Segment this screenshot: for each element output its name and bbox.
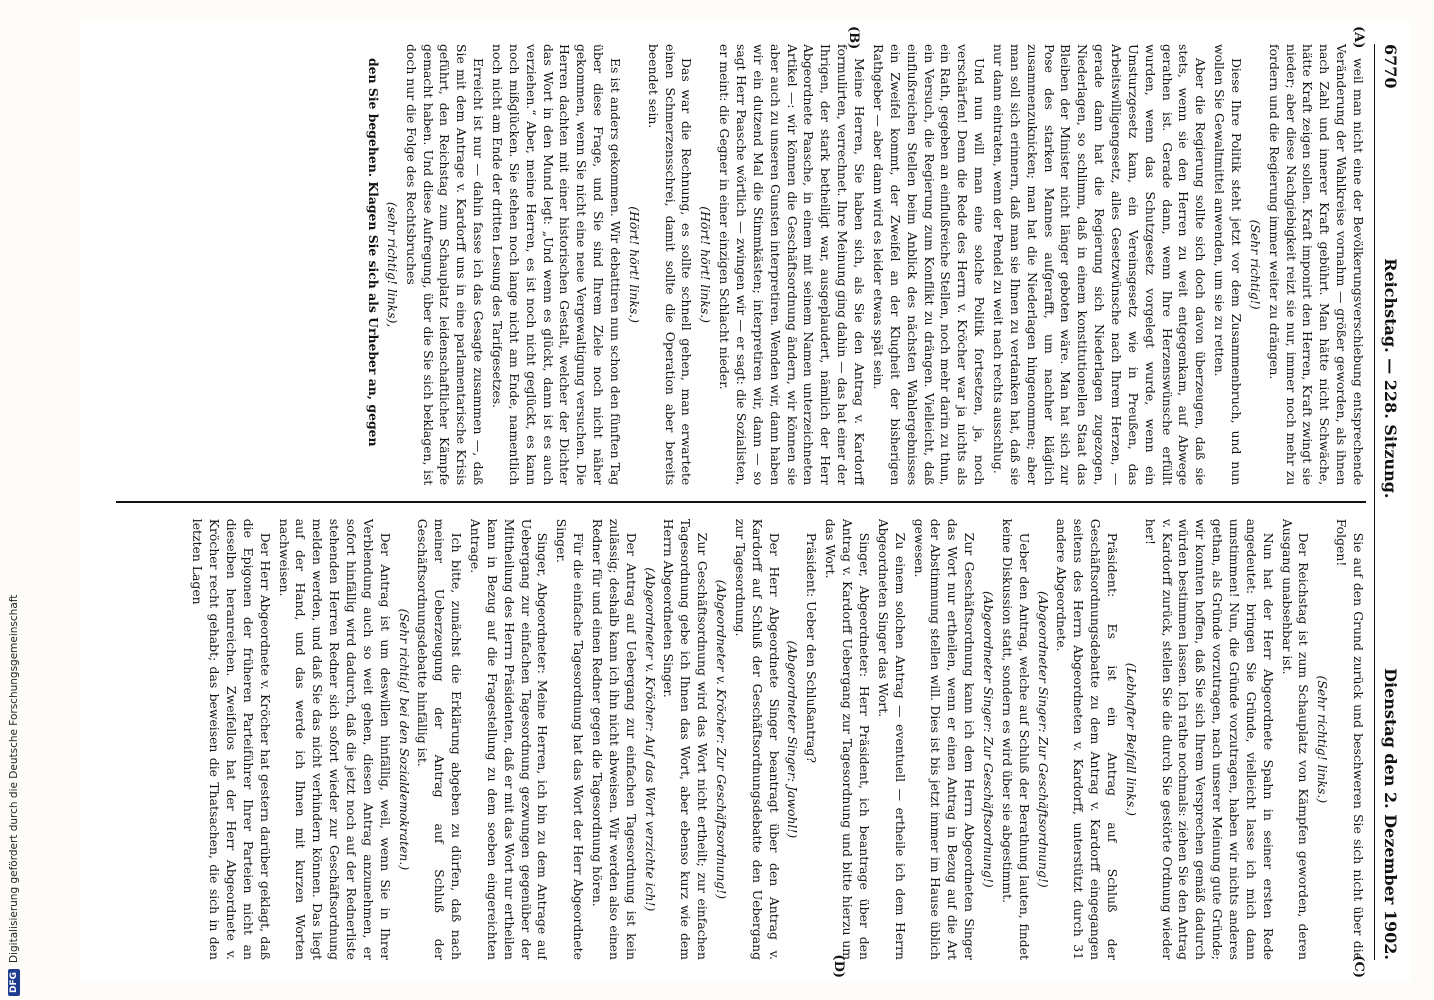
paragraph: (Abgeordneter Singer: Zur Geschäftsordnung!)	[980, 590, 996, 888]
margin-letter-d: (D)	[831, 954, 846, 978]
paragraph: Singer, Abgeordneter: Meine Herren, ich bin zu dem Antrage auf Uebergang zur einfachen Tagesordnung gezwungen gegenüber der Mittheilung des Herrn Präsidenten, daß er mit das Wort nur ertheilen kann in Bezug auf die Fragestellung zu dem soeben eingereichten Antrage.	[468, 518, 551, 960]
page-content	[80, 22, 1410, 982]
column-divider	[116, 501, 1366, 503]
page-number: 6770	[1381, 44, 1400, 89]
paragraph: Diese Ihre Politik steht jetzt vor dem Zusammenbruch, und nun wollen Sie Gewaltmittel anwenden, um sie zu retten.	[1212, 44, 1244, 486]
paragraph: (Abgeordneter Singer: Jawohl!)	[785, 640, 801, 839]
margin-letter-c: (C)	[1351, 955, 1366, 978]
paragraph: (sehr richtig! links),	[384, 201, 400, 328]
scanned-page	[80, 22, 1410, 982]
paragraph: Präsident: Ueber den Schlußantrag?	[804, 532, 820, 763]
paragraph: Es ist anders gekommen. Wir debattiren nun schon den fünften Tag über diese Frage, und Sie sind Ihrem Ziele noch nicht näher gekommen, wenn Sie nicht eine neue Vergewaltigung versuchen. Die Herren dachten mit einer historischen Gestalt, welcher der Dichter das Wort in den Mund legt: „Und wenn es glückt, dann ist es auch verziehen.“ Aber, meine Herren, es ist noch nicht geglückt, es kann noch mißglücken. Sie stehen noch lange nicht am Ende, namentlich noch nicht am Ende der dritten Lesung des Tarifgesetzes.	[490, 44, 624, 486]
paragraph: Zur Geschäftsordnung wird das Wort nicht ertheilt; zur einfachen Tagesordnung gebe ich Ihnen das Wort, aber ebenso kurz wie dem Herrn Abgeordneten Singer.	[661, 518, 711, 960]
paragraph: Singer, Abgeordneter: Herr Präsident, ich beantrage über den Antrag v. Kardorff Uebergang zur Tagesordnung und bitte hierzu um das Wort.	[823, 518, 872, 960]
paragraph: (Lebhafter Beifall links.)	[1123, 662, 1139, 816]
paragraph: (Sehr richtig! bei den Sozialdemokraten.)	[396, 608, 412, 871]
left-column	[116, 44, 1366, 485]
paragraph: Zu einem solchen Antrag — eventuell — ertheile ich dem Herrn Abgeordneten Singer das Wort.	[875, 518, 908, 960]
paragraph: Erreicht ist nur — dahin fasse ich das Gesagte zusammen —, daß Sie mit dem Antrage v. Kardorff uns in eine parlamentarische Krisis geführt, den Reichstag zum Schauplatz leidenschaftlicher Kämpfe gemacht haben. Und diese Aufregung, über die Sie sich beklagen, ist doch nur die Folge des Rechtsbruches	[403, 44, 487, 486]
paragraph: (Sehr richtig! links.)	[1315, 675, 1331, 804]
page-header	[1374, 44, 1400, 960]
margin-letter-a: (A)	[1351, 26, 1366, 49]
paragraph: Der Reichstag ist zum Schauplatz von Kämpfen geworden, deren Ausgang unabsehbar ist.	[1279, 518, 1312, 960]
paragraph: Zur Geschäftsordnung kann ich dem Herrn Abgeordneten Singer das Wort nur ertheilen, wenn er einen Antrag in Bezug auf die Art der Abstimmung stellen will. Dies ist bis jetzt immer im Hause üblich gewesen.	[911, 518, 978, 960]
paragraph: den Sie begehen. Klagen Sie sich als Urheber an, gegen	[366, 58, 382, 447]
session-date: Dienstag den 2. Dezember 1902.	[1381, 668, 1400, 960]
paragraph: (Abgeordneter Singer: Zur Geschäftsordnung!)	[1035, 590, 1051, 888]
paragraph: Der Herr Abgeordnete v. Kröcher hat gestern darüber geklagt, daß die Epigonen der früheren Parteiführer Ihrer Parteien nicht an dieselben heranreichen. Zweifellos hat der Herr Abgeordnete v. Kröcher recht gehabt; das beweisen die Thatsachen, die sich in den letzten Lagen	[190, 518, 273, 960]
right-column	[116, 519, 1366, 960]
paragraph: Aber die Regierung sollte sich doch davon überzeugen, daß sie stets, wenn sie den Herren zu weit entgegenkam, auf Abwege gerathen ist. Gerade dann, wenn Ihre Herzenswünsche erfüllt wurden, wenn das Schutzgesetz vorgelegt wurde, wenn ein Umsturzgesetz kam, ein Vereinsgesetz wie in Preußen, das Arbeitswilligengesetz, alles Gesetzwünsche nach Ihrem Herzen, — gerade dann hat die Regierung sich Niederlagen zugezogen, Niederlagen, so schlimm, daß in einem konstitutionellen Staat das Bleiben der Minister nicht länger geboten wäre. Man hat sich zur Pose des starken Mannes aufgerafft, um nachher kläglich zusammenzuknicken; man hat die Niederlagen hingenommen; aber man soll sich erinnern, daß man sie Ihnen zu verdanken hat, daß sie nur dann eintraten, wenn der Pendel zu weit nach rechts ausschlug.	[990, 44, 1209, 486]
paragraph: Nun hat der Herr Abgeordnete Spahn in seiner ersten Rede angedeutet: bringen Sie Gründe, vielleicht lasse ich mich dann umstimmen! Nun, die Gründe vorzutragen, haben wir nichts anderes gethan, als Gründe vorzutragen, nach unserer Meinung gute Gründe; wir konnten hoffen, daß Sie sich Ihrem Versprechen gemäß dadurch würden bestimmen lassen. Ich rathe nochmals: ziehen Sie den Antrag v. Kardorff zurück, stellen Sie die durch Sie gestörte Ordnung wieder her!	[1142, 518, 1276, 960]
paragraph: Das war die Rechnung, es sollte schnell gehen, man erwartete einen Schmerzensschrei, damit sollte die Operation aber bereits beendet sein.	[645, 44, 695, 486]
paragraph: Meine Herren, Sie haben sich, als Sie den Antrag v. Kardorff formulirten, verrechnet. Ihre Meinung ging dahin — das hat einer der Ihrigen, der stark betheiligt war, ausgeplaudert, nämlich der Herr Abgeordnete Paasche, in einem mit seinem Namen unterzeichneten Artikel —: wir können die Geschäftsordnung ändern, wir können sie aber auch zu unseren Gunsten interpretiren. Wenden wir, dann haben wir ein dutzend Mal die Stimmkästen; interpretiren wir, dann — so sagt Herr Paasche wörtlich — zwingen wir — er sagt: die Sozialisten, er meint: die Gegner in einer einzigen Schlacht nieder.	[717, 44, 868, 486]
paragraph: (Hört! hört! links.)	[698, 206, 714, 323]
margin-letter-b: (B)	[846, 26, 861, 50]
paragraph: Ich bitte, zunächst die Erklärung abgeben zu dürfen, daß nach meiner Ueberzeugung der Antrag auf Schluß der Geschäftsordnungsdebatte hinfällig ist.	[415, 518, 465, 960]
paragraph: Der Antrag auf Uebergang zur einfachen Tagesordnung ist kein zulässig; deshalb kann ich ihn nicht abweisen. Wir werden also einen Redner für und einen Redner gegen die Tagesordnung hören.	[590, 518, 639, 960]
text-columns	[116, 26, 1366, 978]
paragraph: (Hört! hört! links.)	[626, 206, 642, 323]
paragraph: Der Antrag ist um deswillen hinfällig, weil, wenn Sie in Ihrer Verblendung auch so weit gehen, diesen Antrag anzunehmen, er sofort hinfällig wird dadurch, daß die jetzt noch auf der Rednerliste stehenden Herren Redner sich sofort wieder zur Geschäftsordnung melden werden, und daß Sie das nicht verhindern können. Das liegt auf der Hand, und das werde ich Ihnen mit kurzen Worten nachweisen.	[276, 518, 393, 960]
paragraph: (Abgeordneter v. Kröcher: Zur Geschäftsordnung!)	[714, 579, 730, 900]
paragraph: (Sehr richtig!)	[1247, 219, 1263, 310]
dfg-logo: DFG	[8, 969, 20, 996]
paragraph: Und nun will man eine solche Politik fortsetzen, ja, noch verschärfen! Denn die Rede des Herrn v. Kröcher war ja nichts als ein Rath, gegeben an einflußreiche Stellen, noch mehr darin zu thun, ein Versuch, die Regierung zum Konflikt zu drängen. Vielleicht, daß einflußreichen Stellen beim Anblick des nächsten Wahlergebnisses ein Zweifel kommt, der Zweifel an der Klugheit der bisherigen Rathgeber — aber dann wird es leider etwas spät sein.	[870, 44, 988, 486]
paragraph: weil man nicht eine der Bevölkerungsverschiebung entsprechende Veränderung der Wahlkreise vornahm — größer geworden, als ihnen nach Zahl und innerer Kraft gebührt. Man hätte nicht Schwäche, hätte Kraft zeigen sollen. Kraft imponirt den Herren, Kraft zwingt sie nieder; aber diese Nachgiebigkeit reizt sie nur, immer noch mehr zu fordern und die Regierung immer weiter zu drängen.	[1266, 44, 1366, 486]
footer-note	[4, 0, 20, 1000]
paragraph: Der Herr Abgeordnete Singer beantragt über den Antrag v. Kardorff auf Schluß der Geschäftsordnungsdebatte den Uebergang zur Tagesordnung.	[732, 518, 782, 960]
paragraph: Für die einfache Tagesordnung hat das Wort der Herr Abgeordnete Singer.	[554, 518, 587, 960]
paragraph: Sie auf den Grund zurück und beschweren Sie sich nicht über die Folgen!	[1334, 518, 1366, 960]
paragraph: (Abgeordneter v. Kröcher: Auf das Wort verzichte ich!)	[642, 567, 658, 912]
session-title: Reichstag. — 228. Sitzung.	[1381, 258, 1400, 499]
paragraph: Ueber den Antrag, welche auf Schluß der Berathung lauten, findet keine Diskussion statt, sondern es wird über sie abgestimmt.	[999, 518, 1032, 960]
paragraph: Präsident: Es ist ein Antrag auf Schluß der Geschäftsordnungsdebatte zu dem Antrag v. Kardorff eingegangen seitens des Herrn Abgeordneten v. Kardorff, unterstützt durch 31 andere Abgeordnete.	[1054, 518, 1120, 960]
digitization-credit: Digitalisierung gefördert durch die Deutsche Forschungsgemeinschaft	[8, 594, 20, 963]
